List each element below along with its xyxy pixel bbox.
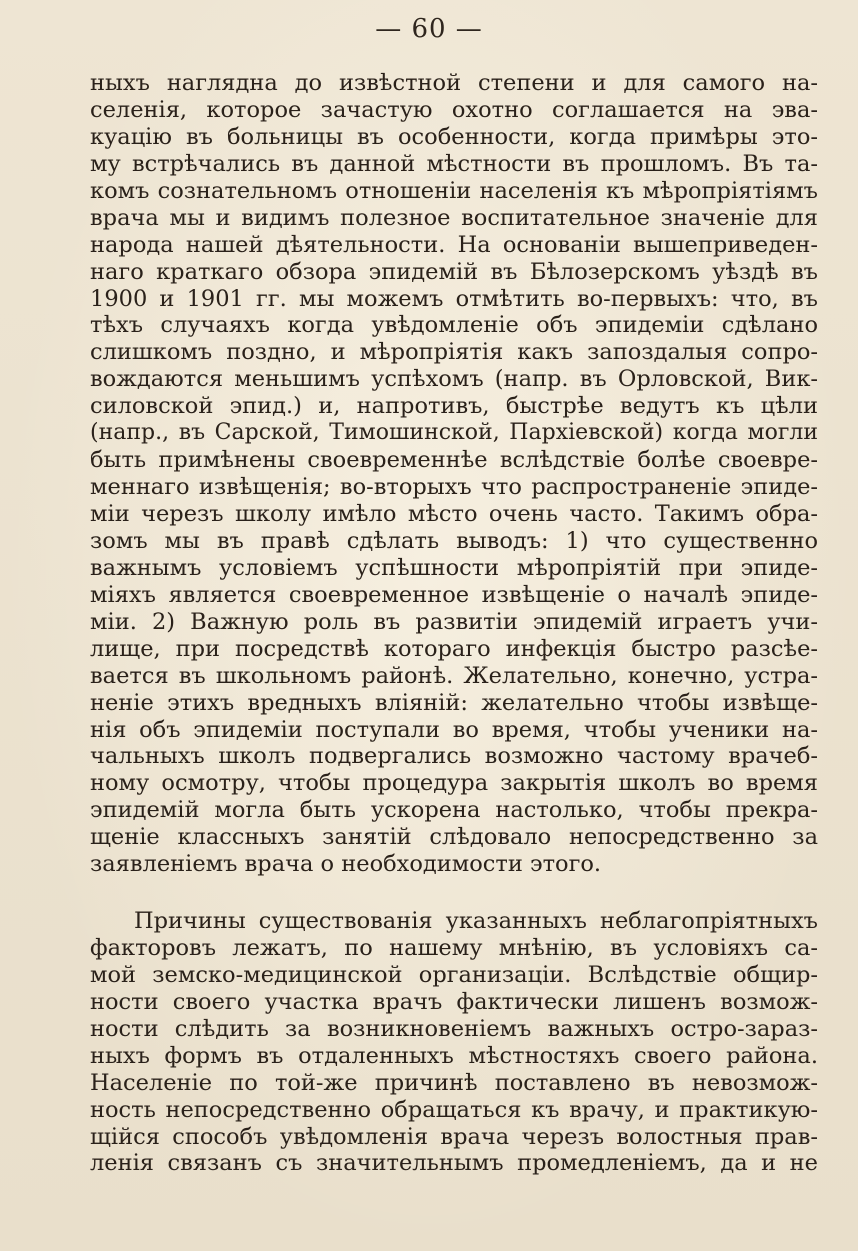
- text-line: міи. 2) Важную роль въ развитіи эпидемій играетъ учи-: [90, 608, 818, 635]
- text-line: вается въ школьномъ районѣ. Желательно, конечно, устра-: [90, 662, 818, 689]
- text-line: мой земско-медицинской организаціи. Вслѣдствіе общир-: [90, 961, 818, 988]
- text-line: врача мы и видимъ полезное воспитательное значеніе для: [90, 204, 818, 231]
- page-number: — 60 —: [375, 14, 483, 44]
- text-line: селенія, которое зачастую охотно соглашается на эва-: [90, 96, 818, 123]
- text-line: факторовъ лежатъ, по нашему мнѣнію, въ условіяхъ са-: [90, 934, 818, 961]
- text-line: быть примѣнены своевременнѣе вслѣдствіе болѣе своевре-: [90, 447, 818, 474]
- text-line: ности слѣдить за возникновеніемъ важныхъ остро-зараз-: [90, 1015, 818, 1042]
- text-line: меннаго извѣщенія; во-вторыхъ что распространеніе эпиде-: [90, 474, 818, 501]
- text-line: 1900 и 1901 гг. мы можемъ отмѣтить во-первыхъ: что, въ: [90, 285, 818, 312]
- text-line: зомъ мы въ правѣ сдѣлать выводъ: 1) что существенно: [90, 527, 818, 554]
- paragraph-2: [90, 908, 818, 1177]
- text-line: тѣхъ случаяхъ когда увѣдомленіе объ эпидеміи сдѣлано: [90, 312, 818, 339]
- text-line: неніе этихъ вредныхъ вліяній: желательно чтобы извѣще-: [90, 689, 818, 716]
- text-line: чальныхъ школъ подвергались возможно частому врачеб-: [90, 743, 818, 770]
- text-line: ность непосредственно обращаться къ врачу, и практикую-: [90, 1096, 818, 1123]
- text-line: му встрѣчались въ данной мѣстности въ прошломъ. Въ та-: [90, 150, 818, 177]
- text-line: важнымъ условіемъ успѣшности мѣропріятій при эпиде-: [90, 554, 818, 581]
- text-line: вождаются меньшимъ успѣхомъ (напр. въ Орловской, Вик-: [90, 366, 818, 393]
- text-line: ному осмотру, чтобы процедура закрытія школъ во время: [90, 770, 818, 797]
- text-line: ныхъ формъ въ отдаленныхъ мѣстностяхъ своего района.: [90, 1042, 818, 1069]
- text-line: эпидемій могла быть ускорена настолько, чтобы прекра-: [90, 797, 818, 824]
- text-line: міяхъ является своевременное извѣщеніе о началѣ эпиде-: [90, 581, 818, 608]
- text-line: народа нашей дѣятельности. На основаніи вышеприведен-: [90, 231, 818, 258]
- text-line: нія объ эпидеміи поступали во время, чтобы ученики на-: [90, 716, 818, 743]
- text-line: заявленіемъ врача о необходимости этого.: [90, 851, 602, 878]
- text-line: ленія связанъ съ значительнымъ промедленіемъ, да и не: [90, 1150, 818, 1177]
- paragraph-1: [90, 70, 818, 878]
- text-line: слишкомъ поздно, и мѣропріятія какъ запоздалыя сопро-: [90, 339, 818, 366]
- text-line: ности своего участка врачъ фактически лишенъ возмож-: [90, 988, 818, 1015]
- text-line: силовской эпид.) и, напротивъ, быстрѣе ведутъ къ цѣли: [90, 393, 818, 420]
- text-line: куацію въ больницы въ особенности, когда примѣры это-: [90, 123, 818, 150]
- text-line: Причины существованія указанныхъ неблагопріятныхъ: [134, 908, 818, 934]
- text-line: ныхъ наглядна до извѣстной степени и для самого на-: [90, 70, 818, 96]
- text-line: Населеніе по той-же причинѣ поставлено въ невозмож-: [90, 1069, 818, 1096]
- text-line: щеніе классныхъ занятій слѣдовало непосредственно за: [90, 824, 818, 851]
- text-line: щійся способъ увѣдомленія врача черезъ волостныя прав-: [90, 1123, 818, 1150]
- text-line: (напр., въ Сарской, Тимошинской, Пархіевской) когда могли: [90, 420, 818, 446]
- text-line: комъ сознательномъ отношеніи населенія къ мѣропріятіямъ: [90, 177, 818, 204]
- text-line: лище, при посредствѣ котораго инфекція быстро разсѣе-: [90, 635, 818, 662]
- text-line: наго краткаго обзора эпидемій въ Бѣлозерскомъ уѣздѣ въ: [90, 258, 818, 285]
- text-line: міи черезъ школу имѣло мѣсто очень часто. Такимъ обра-: [90, 501, 818, 527]
